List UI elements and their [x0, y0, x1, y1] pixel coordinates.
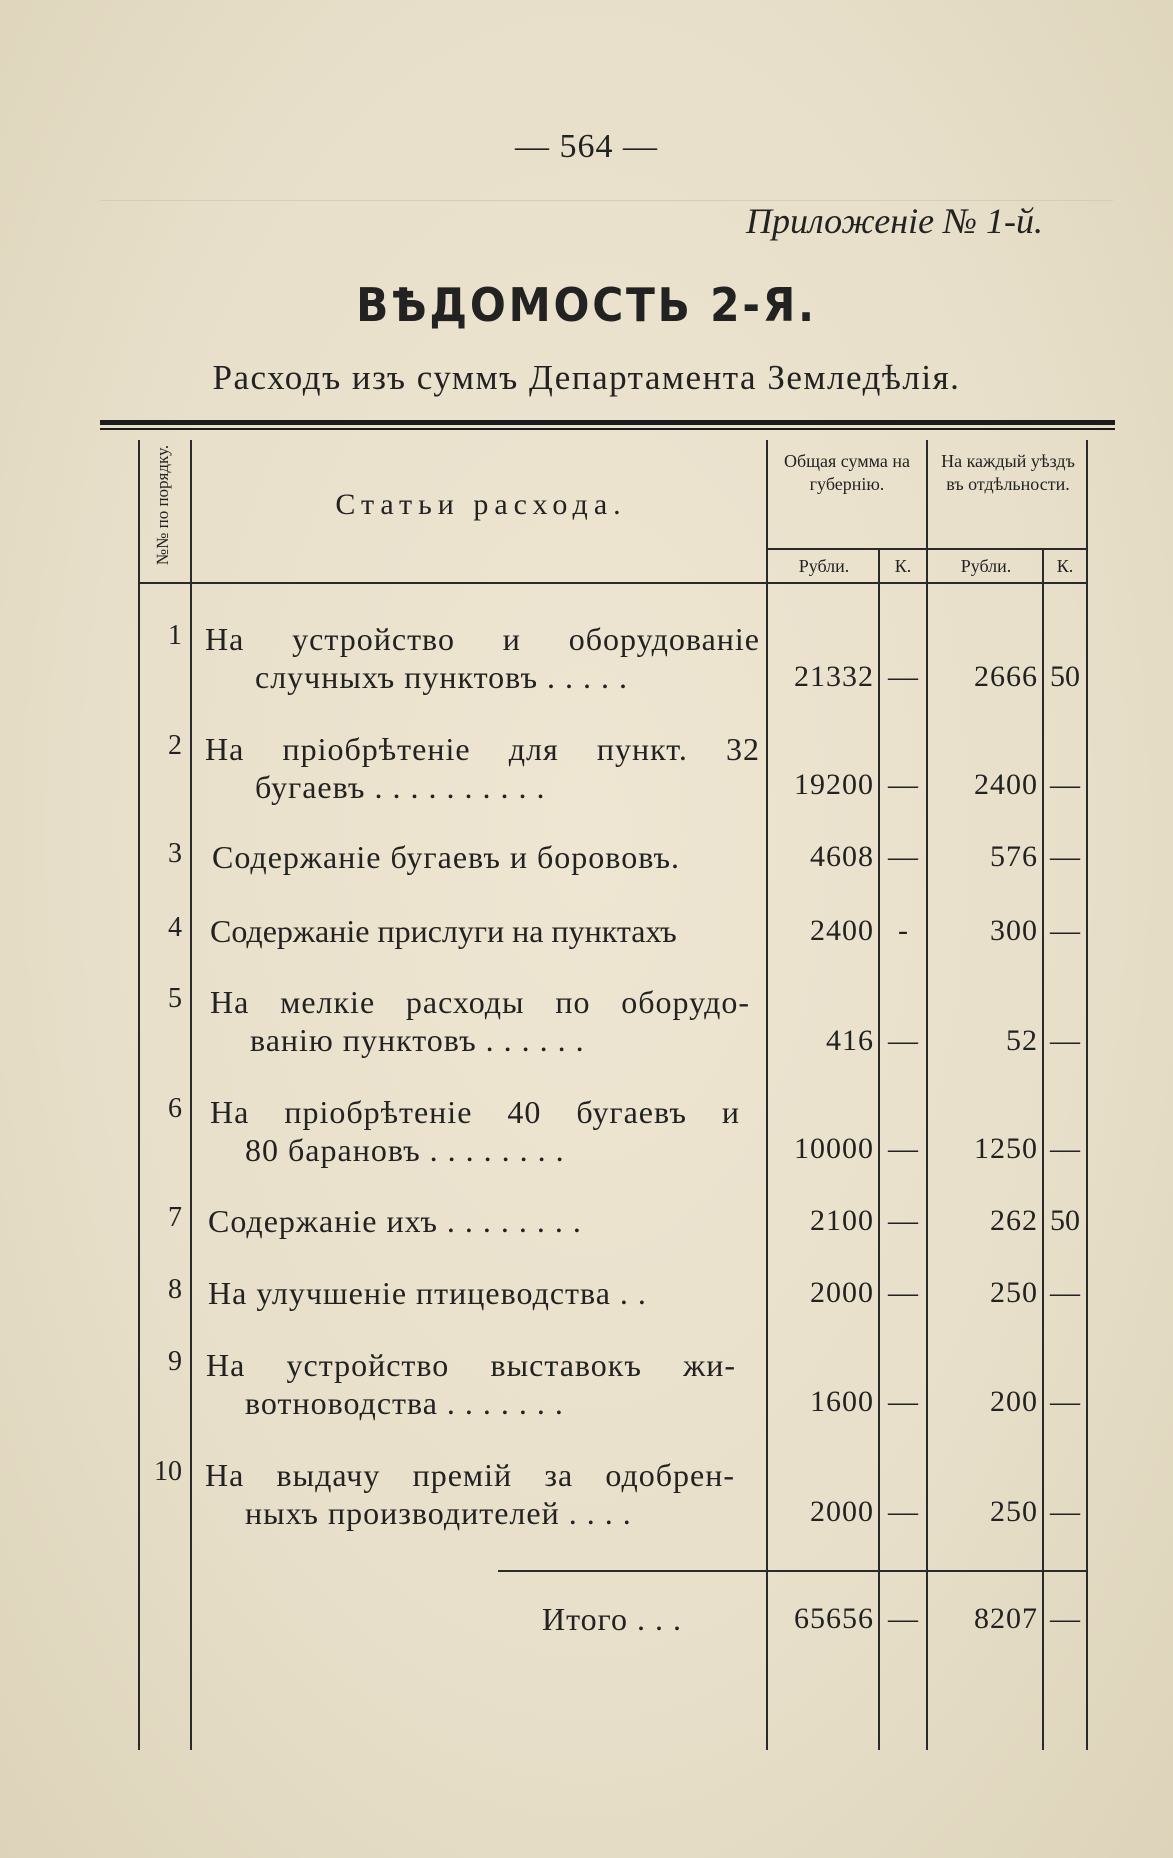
uezd-kopecks: —: [1050, 840, 1080, 873]
total-rubles: 2000: [810, 1276, 874, 1309]
page-subtitle: Расходъ изъ суммъ Департамента Земледѣлія.: [212, 358, 961, 397]
row-number: 7: [168, 1202, 182, 1233]
header-uezd-kopecks: К.: [1056, 556, 1074, 576]
total-kopecks: —: [888, 1204, 918, 1237]
total-kopecks: —: [888, 1276, 918, 1309]
grand-total-rubles: 65656: [794, 1602, 874, 1635]
page-number: — 564 —: [515, 128, 658, 165]
row-label-line2: вотноводства . . . . . . .: [245, 1385, 564, 1421]
total-rubles: 416: [826, 1024, 874, 1057]
row-number: 9: [168, 1346, 182, 1377]
uezd-kopecks: —: [1050, 768, 1080, 801]
grand-total-kopecks: —: [888, 1602, 918, 1635]
row-number: 5: [168, 983, 182, 1014]
uezd-rubles: 200: [990, 1385, 1038, 1418]
total-rubles: 2400: [810, 914, 874, 947]
uezd-kopecks: 50: [1050, 1204, 1080, 1237]
total-rule: [498, 1570, 1088, 1572]
col-divider-number: [190, 440, 192, 1750]
total-rubles: 10000: [794, 1132, 874, 1165]
row-label-line2: случныхъ пунктовъ . . . . .: [255, 659, 629, 695]
uezd-kopecks: —: [1050, 1276, 1080, 1309]
top-rule-thick: [100, 420, 1115, 425]
row-label-line1: На мелкіе расходы по оборудо-: [210, 984, 750, 1020]
uezd-kopecks: —: [1050, 914, 1080, 947]
appendix-label: Приложеніе № 1-й.: [746, 201, 1043, 241]
header-total-sum: Общая сумма на губернію.: [783, 451, 911, 494]
uezd-kopecks: —: [1050, 1024, 1080, 1057]
total-kopecks: —: [888, 1132, 918, 1165]
total-kopecks: —: [888, 768, 918, 801]
uezd-kopecks: 50: [1050, 660, 1080, 693]
header-unit-divider: [766, 548, 1088, 550]
total-kopecks: —: [888, 1024, 918, 1057]
row-label-line1: На устройство и оборудованіе: [205, 621, 760, 657]
row-number: 8: [168, 1274, 182, 1305]
row-number: 4: [168, 912, 182, 943]
row-number: 2: [168, 730, 182, 761]
row-label-line1: На улучшеніе птицеводства . .: [208, 1275, 647, 1311]
total-rubles: 4608: [810, 840, 874, 873]
page-title: ВѢДОМОСТЬ 2-Я.: [356, 278, 817, 332]
row-label-line1: На пріобрѣтеніе для пункт. 32: [205, 731, 760, 767]
row-label-line2: бугаевъ . . . . . . . . . .: [255, 769, 546, 805]
row-label-line2: ванію пунктовъ . . . . . .: [250, 1022, 585, 1058]
row-label-line2: ныхъ производителей . . . .: [245, 1495, 632, 1531]
row-label-line2: 80 барановъ . . . . . . . .: [245, 1132, 565, 1168]
row-label-line1: Содержаніе прислуги на пунктахъ: [210, 913, 677, 949]
total-rubles: 2000: [810, 1495, 874, 1528]
uezd-rubles: 2400: [974, 768, 1038, 801]
row-number: 10: [154, 1456, 182, 1487]
row-label-line1: Содержаніе бугаевъ и борововъ.: [212, 839, 681, 875]
row-number: 1: [168, 620, 182, 651]
header-number-text: №№ по порядку.: [153, 444, 173, 566]
row-label-line1: На пріобрѣтеніе 40 бугаевъ и: [210, 1094, 740, 1130]
uezd-rubles: 2666: [974, 660, 1038, 693]
uezd-rubles: 576: [990, 840, 1038, 873]
row-label-line1: На устройство выставокъ жи-: [206, 1347, 736, 1383]
total-rubles: 19200: [794, 768, 874, 801]
header-bottom-border: [138, 582, 1088, 584]
total-kopecks: —: [888, 1495, 918, 1528]
total-rubles: 21332: [794, 660, 874, 693]
header-uezd-rubles: Рубли.: [960, 556, 1012, 576]
uezd-rubles: 250: [990, 1495, 1038, 1528]
uezd-rubles: 300: [990, 914, 1038, 947]
total-kopecks: —: [888, 840, 918, 873]
top-rule-thin: [100, 428, 1115, 430]
row-label-line1: На выдачу премій за одобрен-: [205, 1457, 735, 1493]
total-rubles: 1600: [810, 1385, 874, 1418]
grand-uezd-kopecks: —: [1050, 1602, 1080, 1635]
uezd-kopecks: —: [1050, 1495, 1080, 1528]
total-kopecks: —: [888, 1385, 918, 1418]
uezd-rubles: 250: [990, 1276, 1038, 1309]
total-label: Итого . . .: [542, 1601, 682, 1637]
total-rubles: 2100: [810, 1204, 874, 1237]
total-kopecks: —: [888, 660, 918, 693]
header-total-kopecks: К.: [894, 556, 912, 576]
col-divider-articles: [766, 440, 768, 1750]
header-per-uezd: На каждый уѣздъ въ отдѣльности.: [941, 451, 1075, 494]
row-number: 3: [168, 838, 182, 869]
header-number: [138, 440, 188, 570]
uezd-kopecks: —: [1050, 1132, 1080, 1165]
col-divider-total: [926, 440, 928, 1750]
uezd-rubles: 52: [1006, 1024, 1038, 1057]
header-articles: Статьи расхода.: [335, 488, 627, 521]
table-right-border: [1086, 440, 1088, 1750]
uezd-rubles: 1250: [974, 1132, 1038, 1165]
uezd-kopecks: —: [1050, 1385, 1080, 1418]
row-number: 6: [168, 1093, 182, 1124]
grand-uezd-rubles: 8207: [974, 1602, 1038, 1635]
header-total-rubles: Рубли.: [798, 556, 850, 576]
total-kopecks: -: [898, 914, 908, 947]
uezd-rubles: 262: [990, 1204, 1038, 1237]
row-label-line1: Содержаніе ихъ . . . . . . . .: [208, 1203, 582, 1239]
